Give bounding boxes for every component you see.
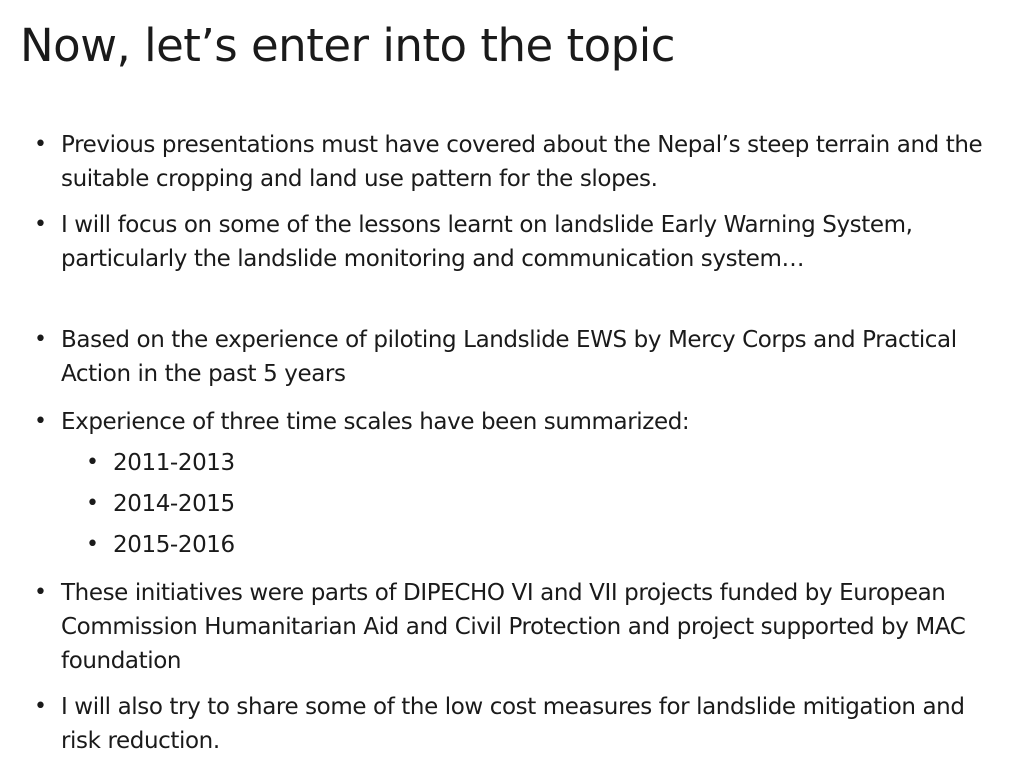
bullet-item	[34, 208, 984, 276]
bullet-item	[34, 405, 984, 439]
bullet-item	[34, 576, 984, 678]
bullet-text: I will focus on some of the lessons learnt on landslide Early Warning System, particularly the landslide monitoring and communication system…	[61, 212, 913, 272]
sub-bullet-text: 2015-2016	[113, 532, 235, 558]
bullet-item	[34, 690, 984, 758]
bullet-marker: •	[34, 212, 47, 237]
bullet-text: I will also try to share some of the low cost measures for landslide mitigation and risk reduction.	[61, 694, 965, 754]
sub-bullet-item	[86, 528, 586, 562]
sub-bullet-text: 2014-2015	[113, 491, 235, 517]
bullet-text: Experience of three time scales have been summarized:	[61, 409, 690, 435]
bullet-item	[34, 128, 984, 196]
sub-bullet-text: 2011-2013	[113, 450, 235, 476]
sub-bullet-marker: •	[86, 450, 99, 475]
bullet-marker: •	[34, 327, 47, 352]
bullet-marker: •	[34, 694, 47, 719]
bullet-text: Based on the experience of piloting Landslide EWS by Mercy Corps and Practical Action in the past 5 years	[61, 327, 957, 387]
bullet-marker: •	[34, 132, 47, 157]
bullet-text: These initiatives were parts of DIPECHO VI and VII projects funded by European Commission Humanitarian Aid and Civil Protection and project supported by MAC foundation	[61, 580, 966, 674]
bullet-item	[34, 323, 984, 391]
sub-bullet-item	[86, 446, 586, 480]
sub-bullet-marker: •	[86, 491, 99, 516]
bullet-marker: •	[34, 580, 47, 605]
sub-bullet-marker: •	[86, 532, 99, 557]
slide-title: Now, let’s enter into the topic	[20, 19, 675, 72]
bullet-text: Previous presentations must have covered about the Nepal’s steep terrain and the suitable cropping and land use pattern for the slopes.	[61, 132, 983, 192]
bullet-marker: •	[34, 409, 47, 434]
sub-bullet-item	[86, 487, 586, 521]
